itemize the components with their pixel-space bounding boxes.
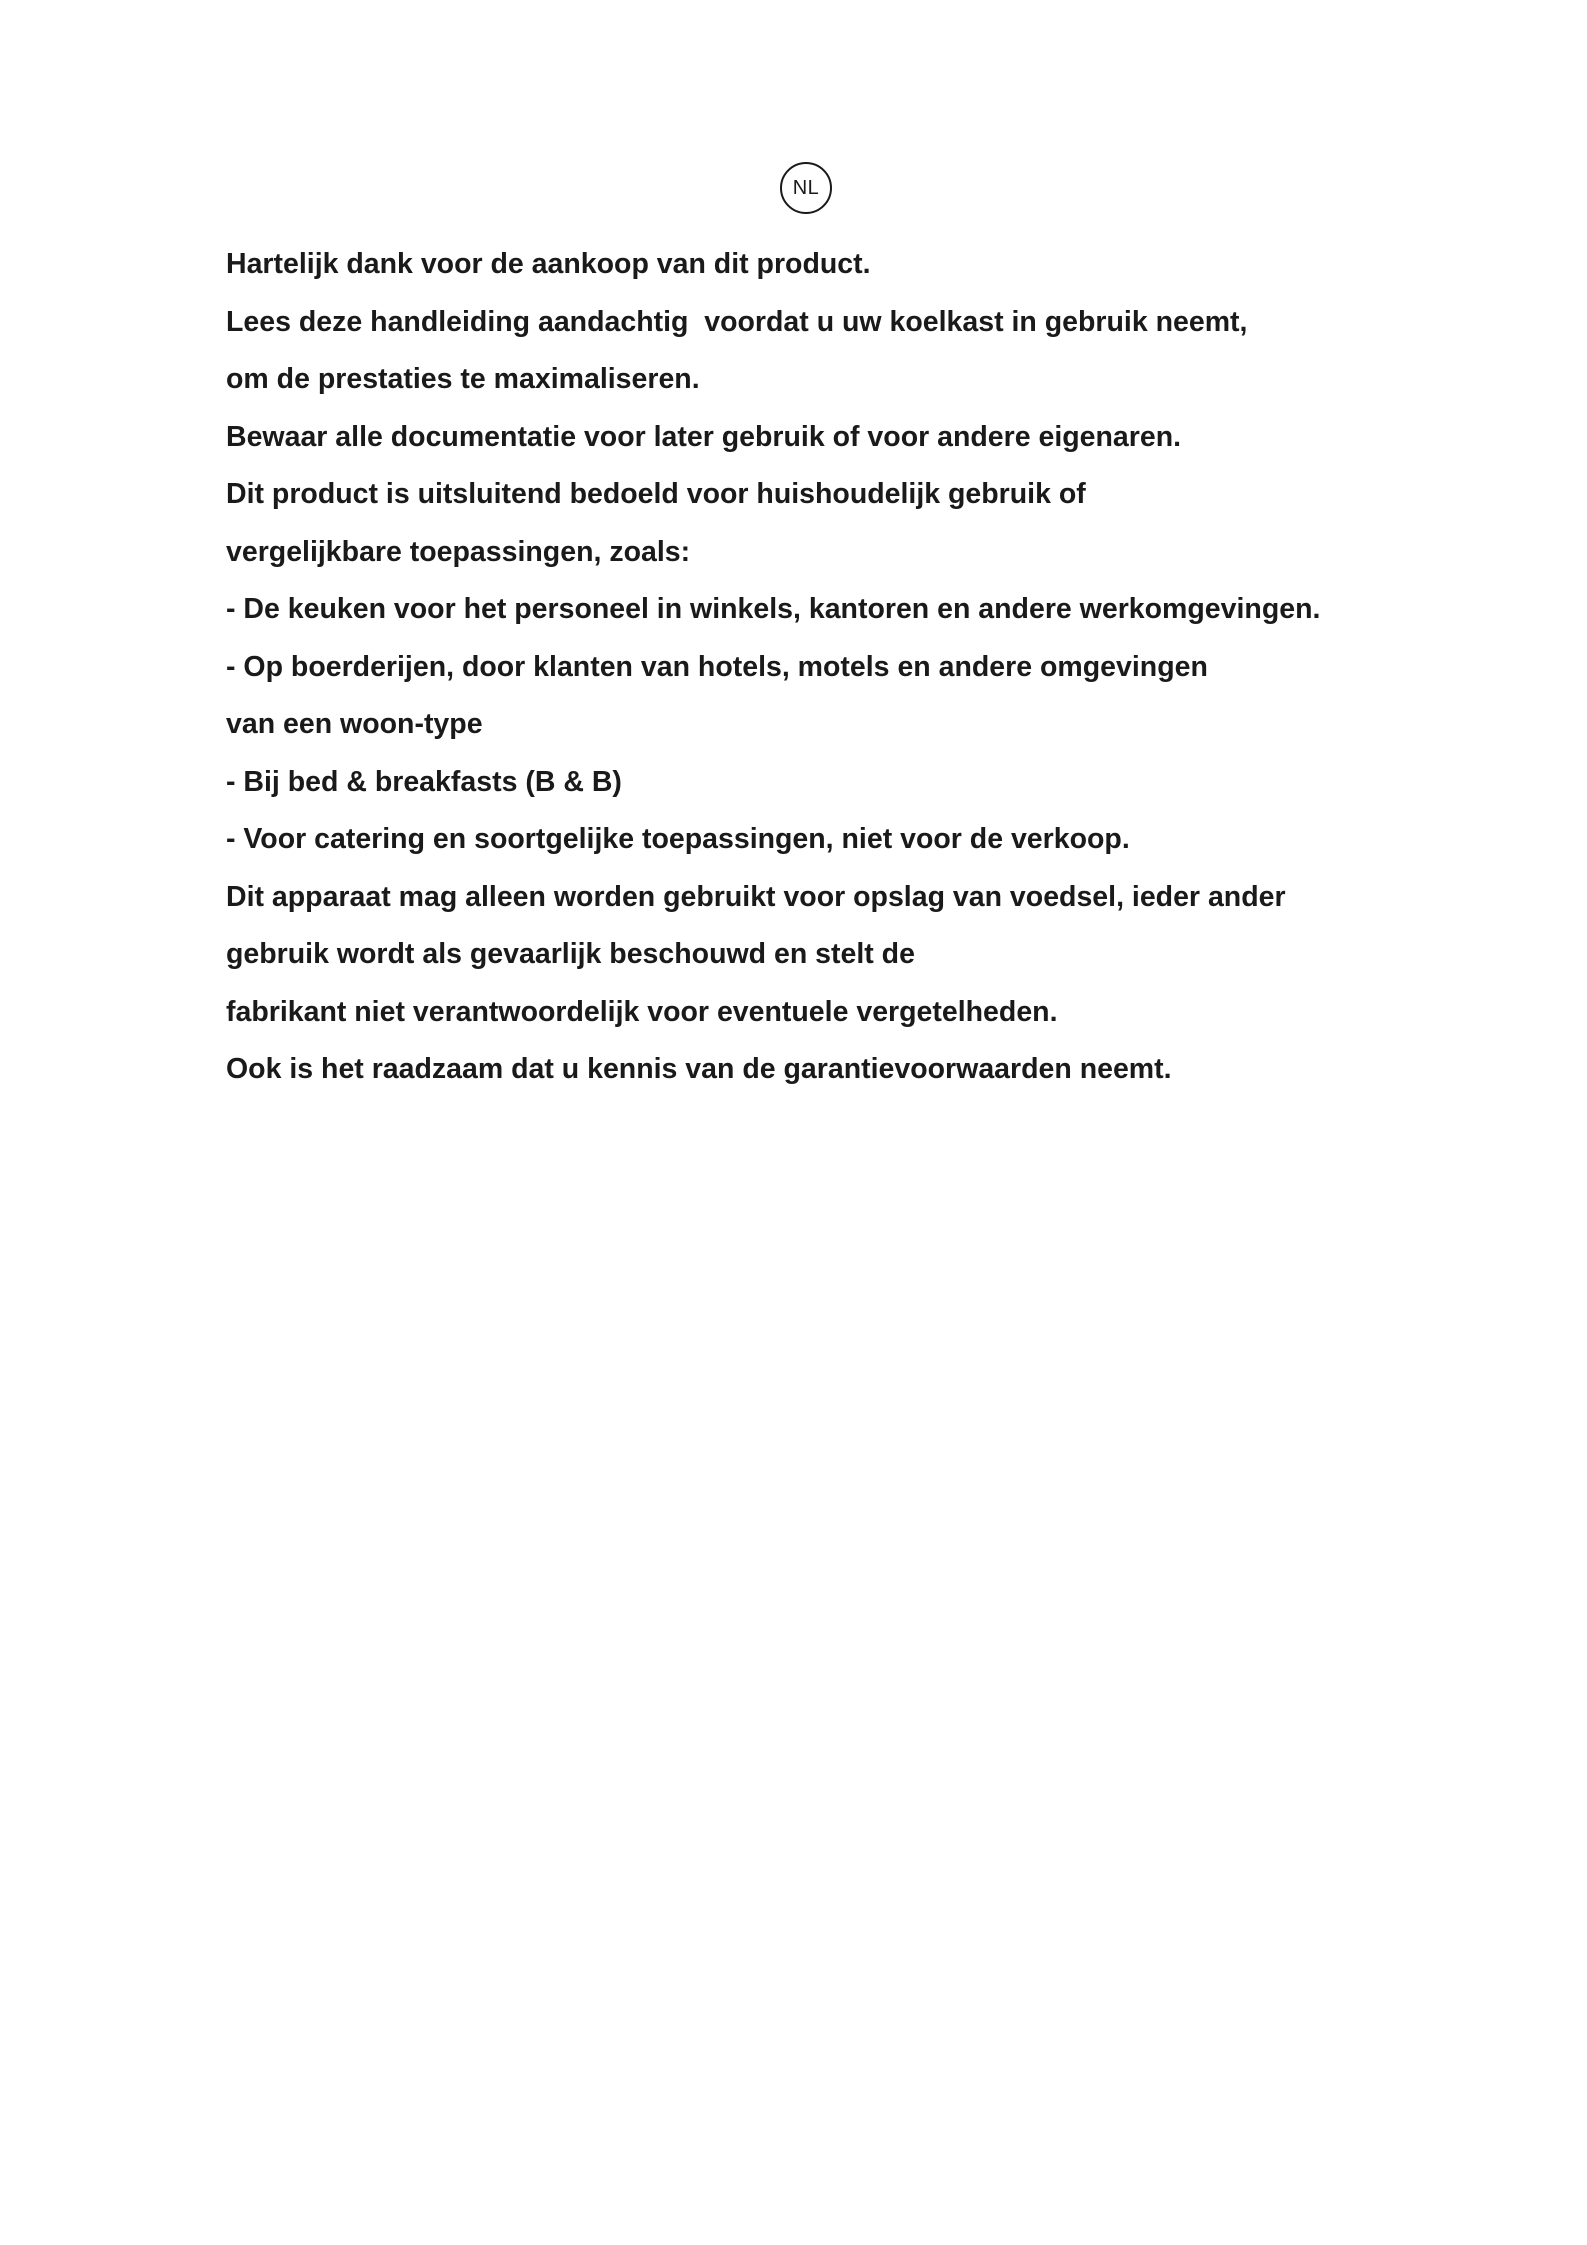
text-line: Bewaar alle documentatie voor later gebruik of voor andere eigenaren.	[226, 420, 1182, 453]
list-item: - Bij bed & breakfasts (B & B)	[226, 765, 622, 798]
text-line: gebruik wordt als gevaarlijk beschouwd en stelt de	[226, 938, 915, 970]
intro-text	[226, 236, 1426, 1099]
list-item-continuation: van een woon-type	[226, 708, 483, 740]
text-line: om de prestaties te maximaliseren.	[226, 363, 700, 395]
text-line: Hartelijk dank voor de aankoop van dit product.	[226, 248, 871, 280]
text-line: Lees deze handleiding aandachtig voordat u uw koelkast in gebruik neemt,	[226, 305, 1248, 338]
text-line: Ook is het raadzaam dat u kennis van de garantievoorwaarden neemt.	[226, 1053, 1172, 1085]
text-line: Dit product is uitsluitend bedoeld voor huishoudelijk gebruik of	[226, 478, 1086, 510]
list-item: - Op boerderijen, door klanten van hotels, motels en andere omgevingen	[226, 650, 1208, 683]
list-item: - De keuken voor het personeel in winkels, kantoren en andere werkomgevingen.	[226, 593, 1321, 625]
text-line: vergelijkbare toepassingen, zoals:	[226, 535, 691, 568]
language-badge: NL	[780, 162, 832, 214]
text-line: Dit apparaat mag alleen worden gebruikt voor opslag van voedsel, ieder ander	[226, 880, 1286, 913]
list-item: - Voor catering en soortgelijke toepassingen, niet voor de verkoop.	[226, 823, 1130, 855]
text-line: fabrikant niet verantwoordelijk voor eventuele vergetelheden.	[226, 995, 1058, 1028]
